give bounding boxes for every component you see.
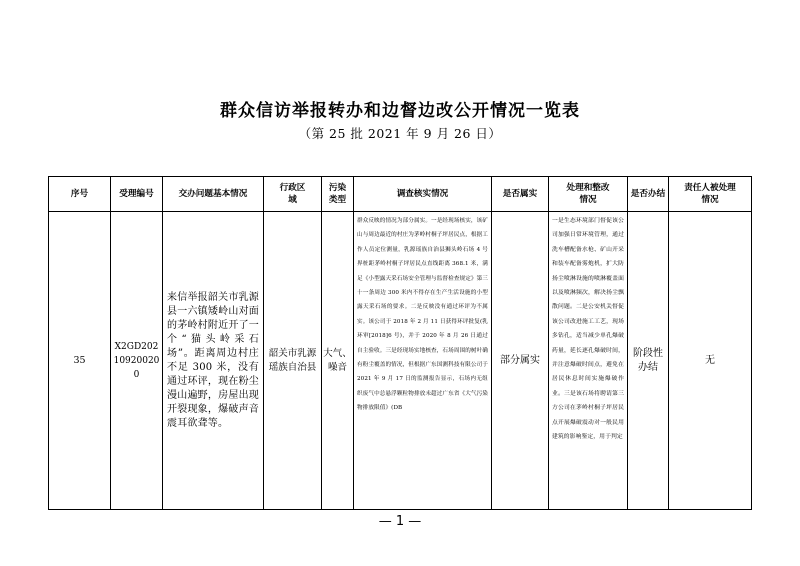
row-issue: 来信举报韶关市乳源县一六镇矮岭山对面的茅岭村附近开了一个“猫头岭采石场”。距离周边村庄不足 300 米，没有通过环评，现在粉尘漫山遍野，房屋出现开裂现象，爆破声音震耳欲聋等。 [167,291,259,429]
row-handling-cell [549,212,628,510]
row-accountability: 无 [669,212,752,510]
header-is-true: 是否属实 [492,177,549,212]
header-closed: 是否办结 [628,177,669,212]
header-handling: 处理和整改情况 [549,177,628,212]
document-title: 群众信访举报转办和边督边改公开情况一览表 [220,101,580,121]
petition-table [48,176,752,510]
document-subtitle: （第 25 批 2021 年 9 月 26 日） [298,126,502,141]
row-is-true: 部分属实 [492,212,549,510]
row-pollution: 大气、噪音 [322,212,354,510]
header-issue: 交办问题基本情况 [163,177,264,212]
header-accountability: 责任人被处理情况 [669,177,752,212]
header-region: 行政区域 [264,177,322,212]
row-handling: 一是生态环境部门督促该公司加强日常环境管理，通过洗车槽配备水枪、矿山开采和装车配备雾炮机，扩大防扬尘喷淋设施的喷淋覆盖面以及喷淋频次，解决扬尘飘散问题。二是公安机关督促该公司改进施工工艺，现场多钻孔，适当减少单孔爆破药量，延长逐孔爆破时间，并注意爆破时间点，避免在居民休息时间实施爆破作业。三是该石场将聘请第三方公司在茅岭村桐子坪居民点开展爆破震动对一般民用建筑的影响鉴定，用于判定 [552,218,624,441]
row-verify-cell [354,212,492,510]
row-verify: 群众反映的情况为部分属实。一是经现场核实，该矿山与周边最近的村庄为茅岭村桐子坪居民点，根据工作人员定位测量，乳源瑶族自治县狮头岭石场 4 号界桩距茅岭村桐子坪居民点直线距离 368.1 米，满足《小型露天采石场安全管理与监督检查规定》第三十一条周边 300 米内不得存在生产生活设施的小型露天采石场的要求。二是反映没有通过环评为不属实。该公司于 2018 年 2 月 11 日获得环评批复(乳环审[2018]6 号)，并于 2020 年 8 月 26 日通过自主验收。三是经现场实地核查，石场周围的树叶确有粉尘覆盖的情况，但根据广东国测科技有限公司于 2021 年 9 月 17 日的监测报告显示，石场内无组织废气中总悬浮颗粒物排放未超过广东省《大气污染物排放限值》(DB [357,218,488,412]
row-issue-cell [163,212,264,510]
table-row [49,212,752,510]
table-header-row [49,177,752,212]
header-seq: 序号 [49,177,111,212]
header-code: 受理编号 [111,177,163,212]
row-region: 韶关市乳源瑶族自治县 [264,212,322,510]
row-closed: 阶段性办结 [628,212,669,510]
page-number: — 1 — [378,514,422,529]
header-pollution: 污染类型 [322,177,354,212]
row-code: X2GD202109200200 [111,212,163,510]
header-verify: 调查核实情况 [354,177,492,212]
row-seq: 35 [49,212,111,510]
